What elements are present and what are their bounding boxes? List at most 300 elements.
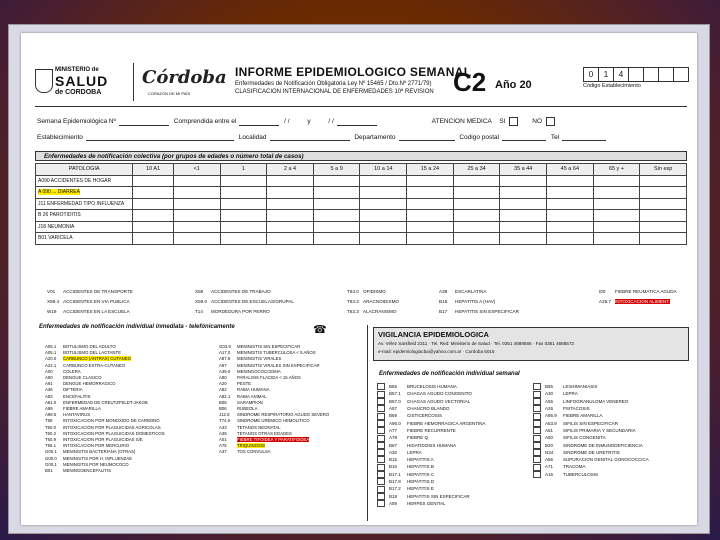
item-checkbox[interactable] bbox=[377, 442, 385, 449]
cell[interactable] bbox=[173, 198, 220, 210]
list-item bbox=[533, 434, 649, 441]
item-code: A96.0 bbox=[389, 420, 401, 426]
cell[interactable] bbox=[220, 221, 267, 233]
checkbox-item bbox=[347, 299, 399, 304]
cell[interactable] bbox=[360, 210, 407, 222]
table-header: 10 a 14 bbox=[360, 164, 407, 176]
cell[interactable] bbox=[267, 175, 314, 187]
item-code: A71 bbox=[545, 464, 554, 470]
item-code: A90 bbox=[45, 375, 53, 381]
list-item bbox=[533, 398, 649, 405]
item-label: ACCIDENTES DE TRANSPORTE bbox=[63, 289, 133, 294]
item-label: PARALISIS FLACIDA < 15 AÑOS bbox=[237, 375, 301, 381]
item-label: HEPATITIS C bbox=[407, 471, 435, 477]
checkbox-item bbox=[599, 299, 670, 304]
cell[interactable] bbox=[547, 233, 594, 245]
subtitle-cie: CLASIFICACION INTERNACIONAL DE ENFERMEDADES 10ª REVISION bbox=[235, 89, 434, 95]
table-header: 45 a 64 bbox=[547, 164, 594, 176]
item-checkbox[interactable] bbox=[377, 420, 385, 427]
item-code: A05.1 bbox=[45, 344, 57, 349]
item-checkbox[interactable] bbox=[533, 427, 541, 434]
item-code: A22.1 bbox=[45, 362, 57, 368]
immediate-section bbox=[35, 324, 330, 520]
week-field[interactable] bbox=[119, 118, 169, 126]
item-checkbox[interactable] bbox=[377, 435, 385, 442]
cell[interactable] bbox=[547, 221, 594, 233]
cell[interactable] bbox=[220, 175, 267, 187]
code-digit bbox=[674, 68, 688, 81]
department-label: Departamento bbox=[354, 134, 396, 141]
item-label: BOTULISMO DEL LACTANTE bbox=[63, 350, 122, 356]
cell[interactable] bbox=[360, 175, 407, 187]
item-code: B05 bbox=[219, 399, 227, 405]
item-code: A98.5 bbox=[45, 412, 57, 418]
item-code: J12.8 bbox=[219, 412, 230, 418]
item-code: B19 bbox=[389, 493, 398, 499]
code-digit bbox=[644, 68, 659, 81]
cell[interactable] bbox=[407, 233, 454, 245]
cell[interactable] bbox=[640, 187, 687, 199]
cell[interactable] bbox=[173, 221, 220, 233]
item-code: T60.9 bbox=[45, 437, 56, 443]
item-checkbox[interactable] bbox=[533, 391, 541, 398]
item-checkbox[interactable] bbox=[377, 464, 385, 471]
cell[interactable] bbox=[547, 187, 594, 199]
item-code: A51 bbox=[545, 427, 554, 433]
cell[interactable] bbox=[267, 187, 314, 199]
page-title: INFORME EPIDEMIOLOGICO SEMANAL bbox=[235, 65, 472, 79]
item-label: ACCIDENTES EN VIA PUBLICA bbox=[63, 299, 130, 304]
cell[interactable] bbox=[133, 175, 174, 187]
cell[interactable] bbox=[500, 233, 547, 245]
list-item bbox=[533, 442, 649, 449]
item-code: A50 bbox=[545, 435, 554, 441]
item-label: INTOXICACION POR MERCURIO bbox=[63, 443, 130, 449]
item-label: FIEBRE AMARILLA bbox=[563, 413, 603, 419]
item-code: B17.1 bbox=[389, 471, 401, 477]
item-code: B57.0 bbox=[389, 398, 401, 404]
list-item bbox=[533, 390, 649, 397]
table-row bbox=[36, 187, 687, 199]
cordoba-tagline: CORAZÓN DE MI PAÍS bbox=[148, 91, 191, 96]
row-label: B01 VARICELA bbox=[36, 233, 133, 245]
list-item bbox=[377, 434, 486, 441]
item-label: SINDROME DE URETRITIS bbox=[563, 449, 620, 455]
cell[interactable] bbox=[313, 175, 360, 187]
cell[interactable] bbox=[133, 233, 174, 245]
item-label: ESCARLATINA bbox=[455, 289, 487, 294]
cell[interactable] bbox=[500, 221, 547, 233]
cell[interactable] bbox=[593, 187, 640, 199]
item-label: RABIA ANIMAL bbox=[237, 393, 267, 399]
cell[interactable] bbox=[547, 198, 594, 210]
list-item bbox=[377, 427, 486, 434]
item-code: A17.0 bbox=[219, 350, 231, 356]
logo-bottom-text: de CORDOBA bbox=[55, 89, 102, 96]
list-item bbox=[377, 420, 486, 427]
item-label: TETANOS NEONATAL bbox=[237, 424, 281, 430]
table-header-row bbox=[36, 164, 687, 176]
cell[interactable] bbox=[640, 210, 687, 222]
code-digit: 4 bbox=[614, 68, 629, 81]
cell[interactable] bbox=[313, 198, 360, 210]
cell[interactable] bbox=[453, 221, 500, 233]
item-code: N34 bbox=[545, 449, 554, 455]
item-label: HEPATITIS SIN ESPECIFICAR bbox=[455, 309, 519, 314]
coat-of-arms-icon bbox=[35, 69, 53, 93]
item-checkbox[interactable] bbox=[533, 464, 541, 471]
item-code: A59 bbox=[389, 501, 398, 506]
item-label: HEPATITIS E bbox=[407, 486, 434, 492]
item-code: V01 bbox=[47, 289, 56, 294]
item-code: B69 bbox=[389, 413, 398, 419]
item-checkbox[interactable] bbox=[533, 383, 541, 390]
item-label: ARACNOIDISMO bbox=[363, 299, 399, 304]
week-row bbox=[37, 117, 559, 126]
cell[interactable] bbox=[547, 175, 594, 187]
cell[interactable] bbox=[407, 210, 454, 222]
item-code: X59.0 bbox=[195, 299, 208, 304]
item-code: A87 bbox=[219, 362, 227, 368]
item-checkbox[interactable] bbox=[377, 449, 385, 456]
list-item bbox=[533, 412, 649, 419]
cell[interactable] bbox=[547, 210, 594, 222]
item-checkbox[interactable] bbox=[533, 420, 541, 427]
item-code: T56.1 bbox=[45, 443, 56, 449]
table-header: 35 a 44 bbox=[500, 164, 547, 176]
phone-label: Tel bbox=[550, 134, 560, 141]
medical-attention-label: ATENCION MEDICA bbox=[431, 118, 492, 126]
item-checkbox[interactable] bbox=[377, 391, 385, 398]
cell[interactable] bbox=[407, 175, 454, 187]
checkbox-item bbox=[439, 299, 495, 304]
item-code: A82.1 bbox=[219, 393, 231, 399]
item-label: DENGUE HEMORRAGICO bbox=[63, 381, 116, 387]
item-label: LEPRA bbox=[563, 391, 578, 397]
cell[interactable] bbox=[220, 210, 267, 222]
cell[interactable] bbox=[593, 198, 640, 210]
item-code: B06 bbox=[219, 406, 227, 412]
item-label: PSITACOSIS bbox=[563, 405, 590, 411]
list-item bbox=[533, 471, 649, 478]
list-item bbox=[377, 398, 486, 405]
cell[interactable] bbox=[267, 210, 314, 222]
table-header: 2 a 4 bbox=[267, 164, 314, 176]
date-from-field[interactable] bbox=[239, 118, 279, 126]
item-code: A25.7 bbox=[599, 299, 612, 304]
table-row bbox=[36, 233, 687, 245]
item-label: LEPRA bbox=[407, 449, 422, 455]
cell[interactable] bbox=[593, 221, 640, 233]
item-label: HEPATITIS D bbox=[407, 479, 435, 485]
item-checkbox[interactable] bbox=[377, 383, 385, 390]
cell[interactable] bbox=[640, 198, 687, 210]
cell[interactable] bbox=[313, 221, 360, 233]
cell[interactable] bbox=[220, 233, 267, 245]
cell[interactable] bbox=[500, 198, 547, 210]
item-checkbox[interactable] bbox=[533, 456, 541, 463]
cell[interactable] bbox=[360, 187, 407, 199]
item-checkbox[interactable] bbox=[533, 405, 541, 412]
list-item bbox=[377, 449, 486, 456]
list-item bbox=[45, 468, 165, 474]
cell[interactable] bbox=[313, 210, 360, 222]
cell[interactable] bbox=[133, 210, 174, 222]
locality-field[interactable] bbox=[270, 133, 350, 141]
cell[interactable] bbox=[640, 221, 687, 233]
table-header: 5 a 9 bbox=[313, 164, 360, 176]
cell[interactable] bbox=[173, 175, 220, 187]
cell[interactable] bbox=[220, 198, 267, 210]
item-label: DENGUE CLASICO bbox=[63, 375, 102, 381]
list-item bbox=[533, 383, 649, 390]
cell[interactable] bbox=[133, 187, 174, 199]
code-digit: 1 bbox=[599, 68, 614, 81]
establishment-code-box[interactable] bbox=[583, 67, 689, 82]
checkbox-item bbox=[347, 289, 386, 294]
and-label: y bbox=[307, 118, 311, 126]
list-item bbox=[377, 456, 486, 463]
item-code: B20 bbox=[545, 442, 554, 448]
week-label: Semana Epidemiológica Nº bbox=[37, 118, 116, 126]
establishment-field[interactable] bbox=[86, 133, 234, 141]
divider bbox=[35, 106, 687, 107]
code-digit: 0 bbox=[584, 68, 599, 81]
vigilancia-address: Av. Vélez Sarsfield 2311 · Tel. Red: Ministerio de Salud · Tel. 0351 4688566 · Fax 0351 4688572 bbox=[378, 341, 574, 346]
checkbox-item bbox=[599, 289, 677, 294]
item-label: LEISHMANIASIS bbox=[563, 384, 598, 389]
item-code: A82 bbox=[219, 387, 227, 393]
department-field[interactable] bbox=[399, 133, 455, 141]
cell[interactable] bbox=[453, 210, 500, 222]
item-checkbox[interactable] bbox=[533, 398, 541, 405]
item-code: A80 bbox=[219, 375, 227, 381]
year-label: Año 20 bbox=[495, 79, 532, 91]
item-code: A01 bbox=[219, 437, 227, 443]
item-label: HEPATITIS B bbox=[407, 464, 434, 470]
item-code: A87.9 bbox=[219, 356, 231, 362]
item-label: HEPATITIS SIN ESPECIFICAR bbox=[407, 493, 470, 499]
item-code: B01 bbox=[45, 468, 53, 474]
item-label: FIEBRE TIFOIDEA Y PARATIFOIDEA bbox=[237, 437, 310, 443]
row-label: J18 NEUMONIA bbox=[36, 221, 133, 233]
item-label: ENCEFALITIS bbox=[63, 393, 91, 399]
cell[interactable] bbox=[453, 198, 500, 210]
cell[interactable] bbox=[313, 233, 360, 245]
checkbox-row bbox=[35, 309, 687, 318]
list-item bbox=[377, 478, 486, 485]
list-item bbox=[219, 449, 329, 455]
immediate-title: Enfermedades de notificación individual inmediata - telefónicamente bbox=[39, 324, 235, 330]
item-checkbox[interactable] bbox=[377, 500, 385, 507]
list-item bbox=[377, 412, 486, 419]
item-label: RABIA HUMANA bbox=[237, 387, 270, 393]
locality-label: Localidad bbox=[238, 134, 267, 141]
item-label: SINDROME RESPIRATORIO AGUDO SEVERO bbox=[237, 412, 330, 418]
item-label: ACCIDENTES EN LA ESCUELA bbox=[63, 309, 130, 314]
ministerio-logo bbox=[35, 63, 125, 101]
list-item bbox=[377, 405, 486, 412]
item-label: BOTULISMO DEL ADULTO bbox=[63, 344, 116, 349]
item-label: MENINGITIS SIN ESPECIFICAR bbox=[237, 344, 301, 349]
cell[interactable] bbox=[500, 210, 547, 222]
item-label: MENINGITIS POR NEUMOCOCO bbox=[63, 461, 129, 467]
item-code: A35 bbox=[219, 430, 227, 436]
checkbox-item bbox=[195, 289, 271, 294]
item-code: A77 bbox=[389, 427, 398, 433]
item-label: SIFILIS CONGENITA bbox=[563, 435, 606, 441]
item-code: G00.1 bbox=[45, 449, 57, 455]
checkbox-item bbox=[47, 309, 130, 314]
item-code: B67 bbox=[389, 442, 398, 448]
item-label: SINDROME DE INMUNODEFICIENCIA bbox=[563, 442, 643, 448]
item-label: INTOXICACION POR MONOXIDO DE CARBONO bbox=[63, 418, 160, 424]
item-checkbox[interactable] bbox=[533, 435, 541, 442]
establishment-row bbox=[37, 133, 609, 141]
item-label: HIDATIDOSIS HUMANA bbox=[407, 442, 457, 448]
item-checkbox[interactable] bbox=[533, 442, 541, 449]
phone-field[interactable] bbox=[562, 133, 606, 141]
item-label: SUPURACION GENITAL GONOCOCCICA bbox=[563, 457, 649, 463]
cell[interactable] bbox=[360, 198, 407, 210]
immediate-col-2 bbox=[219, 344, 329, 456]
item-label: INTOXICACION POR PLAGUICIDAS S/E bbox=[63, 437, 143, 443]
item-code: G00.0 bbox=[45, 455, 57, 461]
cell[interactable] bbox=[407, 198, 454, 210]
item-checkbox[interactable] bbox=[377, 486, 385, 493]
cell[interactable] bbox=[360, 221, 407, 233]
code-digit bbox=[659, 68, 674, 81]
item-code: A81.0 bbox=[45, 399, 57, 405]
item-code: A55 bbox=[545, 398, 554, 404]
item-code: A39.0 bbox=[219, 368, 231, 374]
cell[interactable] bbox=[640, 233, 687, 245]
yes-checkbox[interactable] bbox=[509, 117, 518, 126]
cell[interactable] bbox=[267, 221, 314, 233]
item-label: MENINGOCOCCEMIA bbox=[237, 368, 281, 374]
range-label: Comprendida entre el bbox=[173, 118, 237, 126]
item-label: INTOXICACION POR PLAGUICIDAS AGRICOLAS bbox=[63, 424, 161, 430]
cell[interactable] bbox=[500, 187, 547, 199]
item-label: CARBUNCO (ANTRAX) CUTANEO bbox=[63, 356, 131, 362]
cell[interactable] bbox=[640, 175, 687, 187]
item-label: MORDEDURA POR PERRO bbox=[211, 309, 270, 314]
table-row bbox=[36, 198, 687, 210]
item-checkbox[interactable] bbox=[533, 471, 541, 478]
cell[interactable] bbox=[313, 187, 360, 199]
cell[interactable] bbox=[220, 187, 267, 199]
item-checkbox[interactable] bbox=[533, 413, 541, 420]
item-label: CHAGAS AGUDO VECTORIAL bbox=[407, 398, 471, 404]
cell[interactable] bbox=[267, 198, 314, 210]
item-label: FIEBRE HEMORRAGICA ARGENTINA bbox=[407, 420, 486, 426]
list-item bbox=[377, 463, 486, 470]
item-code: X59 bbox=[195, 289, 204, 294]
list-item bbox=[377, 500, 486, 507]
list-item bbox=[533, 405, 649, 412]
item-label: CISTICERCOSIS bbox=[407, 413, 443, 419]
list-item bbox=[377, 485, 486, 492]
individual-title: Enfermedades de notificación individual semanal bbox=[379, 371, 520, 377]
item-code: X59.4 bbox=[47, 299, 60, 304]
item-code: T63.2 bbox=[347, 299, 359, 304]
table-header: 65 y + bbox=[593, 164, 640, 176]
item-code: T58 bbox=[45, 418, 53, 424]
vigilancia-email: e-mail: epidemiologiacba@yahoo.com.ar · Cordoba 5016 bbox=[378, 349, 495, 354]
date-from-slashes: / / bbox=[284, 118, 290, 126]
item-checkbox[interactable] bbox=[377, 471, 385, 478]
date-to-slashes: / / bbox=[328, 118, 334, 126]
table-header: PATOLOGIA bbox=[36, 164, 133, 176]
item-checkbox[interactable] bbox=[377, 456, 385, 463]
cell[interactable] bbox=[173, 187, 220, 199]
item-checkbox[interactable] bbox=[377, 478, 385, 485]
item-checkbox[interactable] bbox=[377, 427, 385, 434]
cell[interactable] bbox=[407, 187, 454, 199]
checkbox-row bbox=[35, 289, 687, 298]
postal-code-label: Codigo postal bbox=[459, 134, 500, 141]
cell[interactable] bbox=[593, 210, 640, 222]
cell[interactable] bbox=[453, 187, 500, 199]
item-label: CHAGAS AGUDO CONGENITO bbox=[407, 391, 472, 397]
checkbox-row bbox=[35, 299, 687, 308]
cell[interactable] bbox=[173, 210, 220, 222]
individual-col-1 bbox=[377, 383, 486, 507]
item-code: A57 bbox=[389, 405, 398, 411]
cell[interactable] bbox=[453, 233, 500, 245]
item-code: A30 bbox=[545, 391, 554, 397]
item-label: HEPATITIS A (HAV) bbox=[455, 299, 496, 304]
cell[interactable] bbox=[453, 175, 500, 187]
list-item bbox=[533, 449, 649, 456]
item-checkbox[interactable] bbox=[377, 413, 385, 420]
postal-code-field[interactable] bbox=[502, 133, 546, 141]
cell[interactable] bbox=[407, 221, 454, 233]
cell[interactable] bbox=[173, 233, 220, 245]
cell[interactable] bbox=[593, 175, 640, 187]
cell[interactable] bbox=[360, 233, 407, 245]
cell[interactable] bbox=[267, 233, 314, 245]
cell[interactable] bbox=[133, 221, 174, 233]
collective-section-title: Enfermedades de notificación colectiva (por grupos de edades o número total de casos) bbox=[35, 151, 687, 161]
vigilancia-box bbox=[373, 327, 689, 361]
checkbox-item bbox=[347, 309, 396, 314]
form-code: C2 bbox=[453, 67, 487, 97]
checkbox-item bbox=[439, 309, 519, 314]
item-checkbox[interactable] bbox=[377, 493, 385, 500]
row-label: J11 ENFERMEDAD TIPO INFLUENZA bbox=[36, 198, 133, 210]
cell[interactable] bbox=[133, 198, 174, 210]
list-item bbox=[377, 471, 486, 478]
item-code: A20.0 bbox=[45, 356, 57, 362]
item-label: DIFTERIA bbox=[63, 387, 83, 393]
cell[interactable] bbox=[593, 233, 640, 245]
no-checkbox[interactable] bbox=[546, 117, 555, 126]
item-checkbox[interactable] bbox=[533, 449, 541, 456]
item-checkbox[interactable] bbox=[377, 405, 385, 412]
item-code: B15 bbox=[439, 299, 448, 304]
cell[interactable] bbox=[500, 175, 547, 187]
code-digit bbox=[629, 68, 644, 81]
item-code: B15 bbox=[389, 457, 398, 463]
date-to-field[interactable] bbox=[337, 118, 377, 126]
phone-icon: ☎ bbox=[313, 324, 327, 336]
item-code: T60.2 bbox=[45, 430, 56, 436]
item-code: A05.1 bbox=[45, 350, 57, 356]
list-item bbox=[377, 493, 486, 500]
item-code: A00 bbox=[45, 368, 53, 374]
item-checkbox[interactable] bbox=[377, 398, 385, 405]
